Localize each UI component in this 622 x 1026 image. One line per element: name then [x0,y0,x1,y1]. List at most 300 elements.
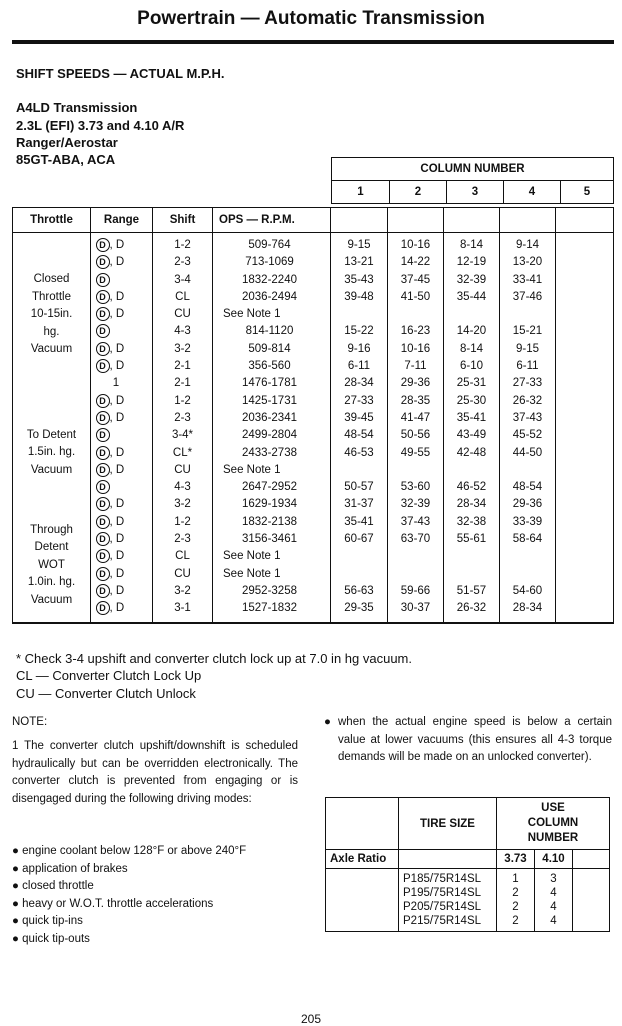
shift-speed-table [12,207,614,624]
range-text: D [115,290,125,303]
column-number: 5 [561,181,614,204]
mph-value: 41-47 [400,411,431,424]
throttle-line: hg. [43,325,60,338]
range-text: D [115,256,125,269]
mph-value: 46-53 [344,446,374,459]
footnote-asterisk: * Check 3-4 upshift and converter clutch lock up at 7.0 in hg vacuum. [16,651,412,666]
mph-value: 35-43 [344,273,374,286]
mph-value: 8-14 [459,342,484,355]
range-line [91,445,152,462]
use-column-label [497,798,610,850]
mph-value: 25-31 [456,377,487,390]
range-text: D [115,584,125,597]
range-text: D [115,308,125,321]
mph-value: 53-60 [400,481,431,494]
shift-value: 3-1 [174,602,191,615]
column-1-cell [331,233,388,393]
drive-circle-icon: D [96,480,110,494]
drive-circle-icon: D [96,601,110,615]
drive-circle-icon: D [96,342,110,356]
column-value: 4 [550,901,557,913]
range-separator: , [109,360,116,373]
bullet-icon: ● [12,880,23,893]
column-number: 2 [390,181,447,204]
throttle-line: 1.5in. hg. [27,446,76,459]
mph-value: 13-20 [512,256,543,269]
ops-value: 2499-2804 [242,429,297,442]
shift-value: 3-2 [174,498,191,511]
range-text: D [115,239,125,251]
drive-circle-icon: D [96,290,110,304]
mph-value: 7-11 [404,360,427,373]
driving-modes-list [12,843,246,949]
mph-value [388,306,443,323]
ratio-373: 3.73 [497,850,535,869]
ops-value: 509-764 [248,239,291,251]
axle-ratio-label: Axle Ratio [326,850,399,869]
mph-value: 27-33 [512,377,543,390]
ops-value: 2952-3258 [242,584,297,597]
ops-value: See Note 1 [223,550,281,563]
drive-circle-icon: D [96,446,110,460]
mph-value: 39-48 [344,290,374,303]
range-separator: , [109,256,116,269]
ratio-410: 4.10 [535,850,573,869]
mph-value: 25-30 [456,394,487,407]
mph-value: 6-11 [347,360,371,373]
shift-value: 3-2 [174,342,191,355]
mph-value: 10-16 [400,239,431,251]
throttle-line: To Detent [26,428,77,441]
bullet-item [12,878,246,896]
ops-value: 1425-1731 [242,394,297,407]
range-separator: , [109,463,116,476]
mph-value: 37-43 [400,515,431,528]
mph-value: 30-37 [400,602,431,615]
ops-value: 2036-2341 [242,411,297,424]
column-value: 2 [512,901,519,913]
range-cell [91,514,153,623]
mph-value [500,462,555,479]
throttle-line: Detent [34,541,69,554]
mph-value: 41-50 [400,290,431,303]
column-5-cell [556,393,614,514]
mph-value: 37-46 [512,290,543,303]
column-2-cell [388,233,444,393]
mph-value [444,462,499,479]
mph-value: 37-43 [512,411,543,424]
tire-size-table [325,797,610,932]
bullet-item [12,896,246,914]
mph-value: 12-19 [456,256,487,269]
mph-value [444,548,499,565]
range-line [91,496,152,513]
throttle-line: Vacuum [30,343,73,356]
throttle-cell [13,514,91,623]
mph-value [388,548,443,565]
column-5-cell [556,514,614,623]
range-separator: , [109,342,116,355]
shift-cell [153,393,213,514]
mph-value: 9-14 [515,239,540,251]
shift-value: CL* [172,446,193,459]
mph-value [500,306,555,323]
footnote-cu: CU — Converter Clutch Unlock [16,686,196,701]
mph-value: 8-14 [459,239,484,251]
transmission-line: 2.3L (EFI) 3.73 and 4.10 A/R [16,118,185,133]
column-3-cell [444,233,500,393]
ops-value: 814-1120 [245,325,294,338]
range-separator: , [109,515,116,528]
drive-circle-icon: D [96,515,110,529]
mph-value: 13-21 [344,256,374,269]
drive-circle-icon: D [96,273,110,287]
page-number: 205 [300,1012,322,1026]
mph-value: 58-64 [512,533,543,546]
throttle-line: 1.0in. hg. [27,576,76,589]
bullet-text: quick tip-ins [22,915,83,928]
range-text: D [115,446,125,459]
range-separator: , [109,550,116,563]
range-text: D [115,360,125,373]
group-row [13,233,614,393]
mph-value: 59-66 [400,584,431,597]
column-number-label: COLUMN NUMBER [332,158,614,181]
mph-value: 45-52 [512,429,543,442]
ops-value: 2433-2738 [242,446,297,459]
column-value: 4 [550,915,557,927]
range-text: D [115,342,125,355]
range-line [91,272,152,289]
range-line [91,410,152,427]
ops-value: 2647-2952 [242,481,297,494]
right-note [324,714,612,767]
column-4-cell [500,233,556,393]
mph-value: 9-16 [347,342,371,355]
mph-value: 26-32 [512,394,543,407]
bullet-text: engine coolant below 128°F or above 240°F [22,845,247,857]
shift-value: 2-3 [174,411,191,424]
shift-value: 2-3 [174,256,191,269]
drive-circle-icon: D [96,238,110,252]
range-text: D [115,515,125,528]
column-value: 2 [512,915,519,927]
range-text: D [115,550,125,563]
drive-circle-icon: D [96,584,110,598]
column-number: 4 [504,181,561,204]
col-410-list [535,869,573,932]
ops-value: 713-1069 [245,256,294,269]
shift-value: 3-2 [174,584,191,597]
column-2-cell [388,514,444,623]
mph-value: 48-54 [512,481,543,494]
mph-value: 43-49 [456,429,487,442]
column-value: 3 [550,873,557,885]
drive-circle-icon: D [96,532,110,546]
drive-circle-icon: D [96,463,110,477]
mph-value: 29-35 [344,602,374,615]
mph-value: 55-61 [456,533,487,546]
shift-value: CU [174,463,191,476]
drive-circle-icon: D [96,411,110,425]
shift-value: 2-1 [174,360,191,373]
drive-circle-icon: D [96,255,110,269]
bullet-text: application of brakes [22,862,128,875]
header-throttle: Throttle [13,208,91,233]
ops-value: 1832-2240 [242,273,297,286]
range-text: D [115,411,125,424]
mph-value [500,566,555,583]
range-line [91,375,152,392]
shift-speeds-heading: SHIFT SPEEDS — ACTUAL M.P.H. [16,66,225,81]
bullet-text: quick tip-outs [22,932,90,945]
mph-value: 29-36 [512,498,543,511]
mph-value: 28-35 [400,394,431,407]
range-line [91,254,152,271]
range-separator: , [109,533,116,546]
tire-size-list [399,869,497,932]
shift-value: 1-2 [174,515,191,528]
mph-value: 31-37 [344,498,374,511]
throttle-line: Through [30,523,73,536]
range-line [91,427,152,444]
title-rule [12,40,614,44]
drive-circle-icon: D [96,497,110,511]
ops-value: See Note 1 [223,567,281,580]
mph-value: 50-56 [400,429,431,442]
mph-value: 28-34 [344,377,374,390]
mph-value: 6-10 [459,360,484,373]
drive-circle-icon: D [96,307,110,321]
bullet-item [12,861,246,879]
range-separator: , [109,308,116,321]
range-separator: , [109,498,116,511]
mph-value: 29-36 [400,377,431,390]
tire-size: P205/75R14SL [403,901,482,913]
range-line [91,289,152,306]
column-number: 3 [447,181,504,204]
mph-value [388,462,443,479]
mph-value: 33-39 [512,515,543,528]
shift-cell [153,233,213,393]
mph-value: 51-57 [456,584,487,597]
col-373-list [497,869,535,932]
ops-cell [213,514,331,623]
bullet-item [12,843,246,861]
transmission-line: A4LD Transmission [16,100,138,115]
transmission-line: 85GT-ABA, ACA [16,152,116,167]
mph-value: 63-70 [400,533,431,546]
ops-value: 2036-2494 [242,290,297,303]
range-cell [91,233,153,393]
bullet-icon: ● [12,862,23,875]
throttle-line: Vacuum [30,593,73,606]
range-text: D [115,463,125,476]
shift-value: 4-3 [174,481,191,494]
note-heading: NOTE: [12,716,48,728]
range-line [91,306,152,323]
throttle-line: Vacuum [30,463,73,476]
column-1-cell [331,393,388,514]
page-title: Powertrain — Automatic Transmission [137,8,485,29]
range-text: 1 [112,377,120,390]
mph-value: 44-50 [512,446,543,459]
mph-value: 9-15 [347,239,371,251]
throttle-line: Closed [33,273,70,286]
group-row [13,393,614,514]
mph-value: 56-63 [344,584,374,597]
range-line [91,323,152,340]
throttle-line: Throttle [32,290,71,303]
column-5-cell [556,233,614,393]
range-cell [91,393,153,514]
column-1-cell [331,514,388,623]
right-bullet-text: when the actual engine speed is below a certain value at lower vacuums (this ensures all 4-3 torque demands will be made on an unlocked converter). [338,716,612,764]
bullet-item [12,913,246,931]
ops-value: 356-560 [248,360,291,373]
use-column-line: COLUMN [527,817,579,829]
range-line [91,583,152,600]
mph-value: 6-11 [516,360,539,373]
mph-value [444,306,499,323]
drive-circle-icon: D [96,567,110,581]
mph-value: 14-20 [456,325,487,338]
mph-value: 32-39 [400,498,431,511]
mph-value: 28-34 [512,602,543,615]
mph-value: 14-22 [400,256,431,269]
mph-value: 42-48 [456,446,487,459]
mph-value [331,462,387,479]
ops-value: 3156-3461 [242,533,297,546]
shift-value: 3-4* [171,429,194,442]
range-line [91,393,152,410]
column-4-cell [500,393,556,514]
bullet-icon: ● [324,716,331,728]
ops-value: 1629-1934 [242,498,297,511]
column-value: 2 [512,887,519,899]
shift-value: 2-3 [174,533,191,546]
tire-size: P195/75R14SL [403,887,482,899]
column-3-cell [444,514,500,623]
range-line [91,341,152,358]
tire-size-label: TIRE SIZE [399,798,497,850]
mph-value: 15-21 [512,325,543,338]
range-line [91,548,152,565]
mph-value: 9-15 [515,342,540,355]
mph-value: 54-60 [512,584,543,597]
mph-value [331,566,387,583]
shift-value: CU [174,308,191,321]
mph-value: 35-44 [456,290,487,303]
mph-value [331,548,387,565]
mph-value: 32-38 [456,515,487,528]
shift-value: CL [175,550,190,563]
range-line [91,462,152,479]
mph-value: 46-52 [456,481,487,494]
bullet-item [12,931,246,949]
header-ops-rpm: OPS — R.P.M. [213,208,331,233]
shift-value: 1-2 [174,394,191,407]
ops-value: See Note 1 [223,463,281,476]
shift-cell [153,514,213,623]
range-separator: , [109,567,116,580]
group-row [13,514,614,623]
range-separator: , [109,602,116,615]
mph-value: 27-33 [344,394,374,407]
ops-value: 509-814 [248,342,291,355]
transmission-line: Ranger/Aerostar [16,135,118,150]
range-line [91,531,152,548]
range-line [91,566,152,583]
mph-value: 32-39 [456,273,487,286]
throttle-line: 10-15in. [30,308,73,321]
mph-value: 35-41 [456,411,487,424]
range-separator: , [109,290,116,303]
mph-value: 39-45 [344,411,374,424]
use-column-line: USE [541,802,565,814]
drive-circle-icon: D [96,324,110,338]
drive-circle-icon: D [96,394,110,408]
mph-value: 35-41 [344,515,374,528]
throttle-cell [13,393,91,514]
mph-value: 16-23 [400,325,431,338]
column-number-header [331,157,614,204]
bullet-text: closed throttle [22,880,94,893]
drive-circle-icon: D [96,359,110,373]
bullet-text: heavy or W.O.T. throttle accelerations [22,897,214,910]
ops-value: See Note 1 [223,308,281,321]
drive-circle-icon: D [96,428,110,442]
tire-size: P185/75R14SL [403,873,482,885]
range-text: D [115,533,125,546]
range-separator: , [109,394,116,407]
range-separator: , [109,584,116,597]
range-text: D [115,602,125,615]
use-column-line: NUMBER [527,832,579,844]
shift-value: 2-1 [174,377,191,390]
mph-value: 60-67 [344,533,374,546]
range-line [91,358,152,375]
bullet-icon: ● [12,932,23,945]
mph-value [500,548,555,565]
range-text: D [115,567,125,580]
column-number: 1 [332,181,390,204]
mph-value: 37-45 [400,273,431,286]
mph-value: 10-16 [400,342,431,355]
range-line [91,479,152,496]
ops-cell [213,393,331,514]
range-text: D [115,394,125,407]
range-line [91,514,152,531]
mph-value: 15-22 [344,325,374,338]
column-value: 4 [550,887,557,899]
throttle-cell [13,233,91,393]
header-shift: Shift [153,208,213,233]
range-separator: , [109,411,116,424]
mph-value: 26-32 [456,602,487,615]
tire-size: P215/75R14SL [403,915,482,927]
shift-value: CU [174,567,191,580]
footnote-cl: CL — Converter Clutch Lock Up [16,668,202,683]
range-separator: , [109,239,116,251]
column-value: 1 [512,873,519,885]
bullet-icon: ● [12,845,23,857]
mph-value [388,566,443,583]
ops-value: 1476-1781 [242,377,297,390]
shift-value: 1-2 [174,239,191,251]
ops-cell [213,233,331,393]
bullet-icon: ● [12,897,23,910]
